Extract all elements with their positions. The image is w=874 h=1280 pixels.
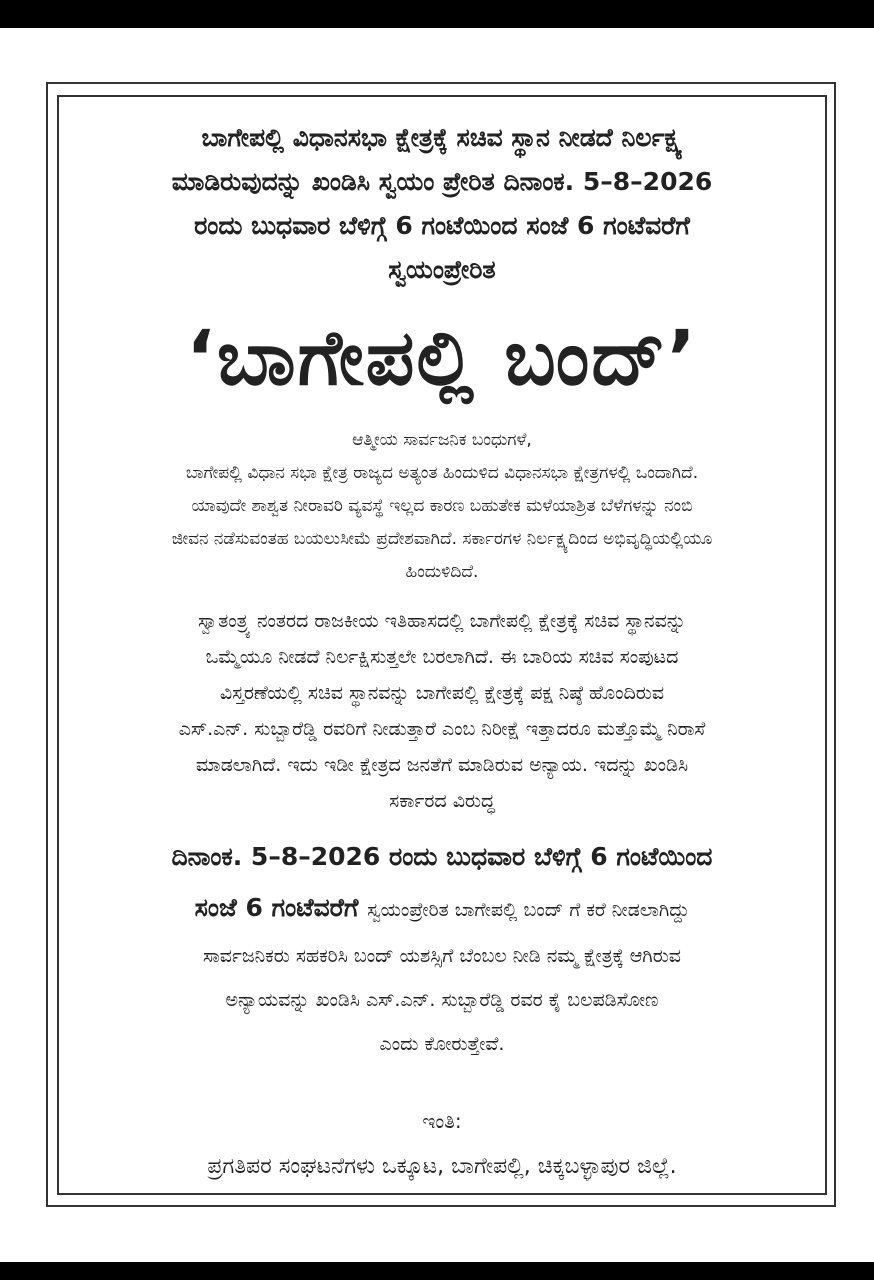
- headline: ‘ಬಾಗೇಪಲ್ಲಿ ಬಂದ್’: [186, 313, 698, 402]
- intro-line: ಮಾಡಿರುವುದನ್ನು ಖಂಡಿಸಿ ಸ್ವಯಂ ಪ್ರೇರಿತ ದಿನಾಂಕ. 5–8–2026: [171, 167, 713, 196]
- sign-off: ಇಂತಿ:: [422, 1109, 462, 1133]
- paragraph-line: ಆತ್ಮೀಯ ಸಾರ್ವಜನಿಕ ಬಂಧುಗಳೆ,: [352, 430, 532, 450]
- paragraph-2: [72, 603, 812, 819]
- paragraph-line: ಮಾಡಲಾಗಿದೆ. ಇದು ಇಡೀ ಕ್ಷೇತ್ರದ ಜನತೆಗೆ ಮಾಡಿರುವ ಅನ್ಯಾಯ. ಇದನ್ನು ಖಂಡಿಸಿ: [195, 754, 689, 776]
- paragraph-line: ಎಂದು ಕೋರುತ್ತೇವೆ.: [379, 1033, 505, 1055]
- paragraph-line: ಅನ್ಯಾಯವನ್ನು ಖಂಡಿಸಿ ಎಸ್.ಎನ್. ಸುಬ್ಬಾರೆಡ್ಡಿ ರವರ ಕೈ ಬಲಪಡಿಸೋಣ: [225, 989, 659, 1011]
- bandh-call-text: ಸ್ವಯಂಪ್ರೇರಿತ ಬಾಗೇಪಲ್ಲಿ ಬಂದ್ ಗೆ ಕರೆ ನೀಡಲಾಗಿದ್ದು: [367, 899, 690, 921]
- bandh-time: ಸಂಜೆ 6 ಗಂಟೆವರೆಗೆ: [194, 893, 368, 922]
- paragraph-line: ಹಿಂದುಳಿದಿದೆ.: [405, 562, 479, 582]
- intro-line: ರಂದು ಬುಧವಾರ ಬೆಳಿಗ್ಗೆ 6 ಗಂಟೆಯಿಂದ ಸಂಜೆ 6 ಗಂಟೆವರೆಗೆ: [194, 211, 690, 240]
- bandh-date-line-2: [72, 885, 812, 934]
- intro-text: [72, 116, 812, 292]
- organization-name: ಪ್ರಗತಿಪರ ಸಂಘಟನೆಗಳು ಒಕ್ಕೂಟ, ಬಾಗೇಪಲ್ಲಿ, ಚಿಕ್ಕಬಳ್ಳಾಪುರ ಜಿಲ್ಲೆ.: [207, 1154, 677, 1179]
- paragraph-1: [72, 424, 812, 589]
- paragraph-line: ವಿಸ್ತರಣೆಯಲ್ಲಿ ಸಚಿವ ಸ್ಥಾನವನ್ನು ಬಾಗೇಪಲ್ಲಿ ಕ್ಷೇತ್ರಕ್ಕೆ ಪಕ್ಷ ನಿಷ್ಠೆ ಹೊಂದಿರುವ: [219, 682, 665, 704]
- bottom-black-bar: [0, 1262, 874, 1280]
- top-black-bar: [0, 0, 874, 28]
- paragraph-3: [72, 934, 812, 1066]
- paragraph-line: ಸ್ವಾತಂತ್ರ್ಯ ನಂತರದ ರಾಜಕೀಯ ಇತಿಹಾಸದಲ್ಲಿ ಬಾಗೇಪಲ್ಲಿ ಕ್ಷೇತ್ರಕ್ಕೆ ಸಚಿವ ಸ್ಥಾನವನ್ನು: [198, 610, 686, 632]
- paragraph-line: ಎಸ್.ಎನ್. ಸುಬ್ಬಾರೆಡ್ಡಿ ರವರಿಗೆ ನೀಡುತ್ತಾರೆ ಎಂಬ ನಿರೀಕ್ಷೆ ಇತ್ತಾದರೂ ಮತ್ತೊಮ್ಮೆ ನಿರಾಸೆ: [178, 718, 706, 740]
- bandh-date-line: ದಿನಾಂಕ. 5–8–2026 ರಂದು ಬುಧವಾರ ಬೆಳಿಗ್ಗೆ 6 ಗಂಟೆಯಿಂದ: [171, 842, 713, 871]
- intro-line: ಬಾಗೇಪಲ್ಲಿ ವಿಧಾನಸಭಾ ಕ್ಷೇತ್ರಕ್ಕೆ ಸಚಿವ ಸ್ಥಾನ ನೀಡದೆ ನಿರ್ಲಕ್ಷ್ಯ: [201, 123, 683, 152]
- paragraph-line: ಬಾಗೇಪಲ್ಲಿ ವಿಧಾನ ಸಭಾ ಕ್ಷೇತ್ರ ರಾಜ್ಯದ ಅತ್ಯಂತ ಹಿಂದುಳಿದ ವಿಧಾನಸಭಾ ಕ್ಷೇತ್ರಗಳಲ್ಲಿ ಒಂದಾಗಿದೆ.: [185, 463, 699, 483]
- paragraph-line: ಒಮ್ಮೆಯೂ ನೀಡದೆ ನಿರ್ಲಕ್ಷಿಸುತ್ತಲೇ ಬರಲಾಗಿದೆ. ಈ ಬಾರಿಯ ಸಚಿವ ಸಂಪುಟದ: [205, 646, 679, 668]
- paragraph-line: ಜೀವನ ನಡೆಸುವಂತಹ ಬಯಲುಸೀಮೆ ಪ್ರದೇಶವಾಗಿದೆ. ಸರ್ಕಾರಗಳ ನಿರ್ಲಕ್ಷ್ಯದಿಂದ ಅಭಿವೃದ್ಧಿಯಲ್ಲಿಯೂ: [171, 529, 713, 549]
- paragraph-line: ಸರ್ಕಾರದ ವಿರುದ್ಧ: [389, 790, 495, 812]
- paragraph-line: ಯಾವುದೇ ಶಾಶ್ವತ ನೀರಾವರಿ ವ್ಯವಸ್ಥೆ ಇಲ್ಲದ ಕಾರಣ ಬಹುತೇಕ ಮಳೆಯಾಶ್ರಿತ ಬೆಳೆಗಳನ್ನು ನಂಬಿ: [191, 496, 693, 516]
- notice-body: [72, 110, 812, 1186]
- intro-line: ಸ್ವಯಂಪ್ರೇರಿತ: [388, 255, 496, 284]
- paragraph-line: ಸಾರ್ವಜನಿಕರು ಸಹಕರಿಸಿ ಬಂದ್ ಯಶಸ್ಸಿಗೆ ಬೆಂಬಲ ನೀಡಿ ನಮ್ಮ ಕ್ಷೇತ್ರಕ್ಕೆ ಆಗಿರುವ: [203, 945, 681, 967]
